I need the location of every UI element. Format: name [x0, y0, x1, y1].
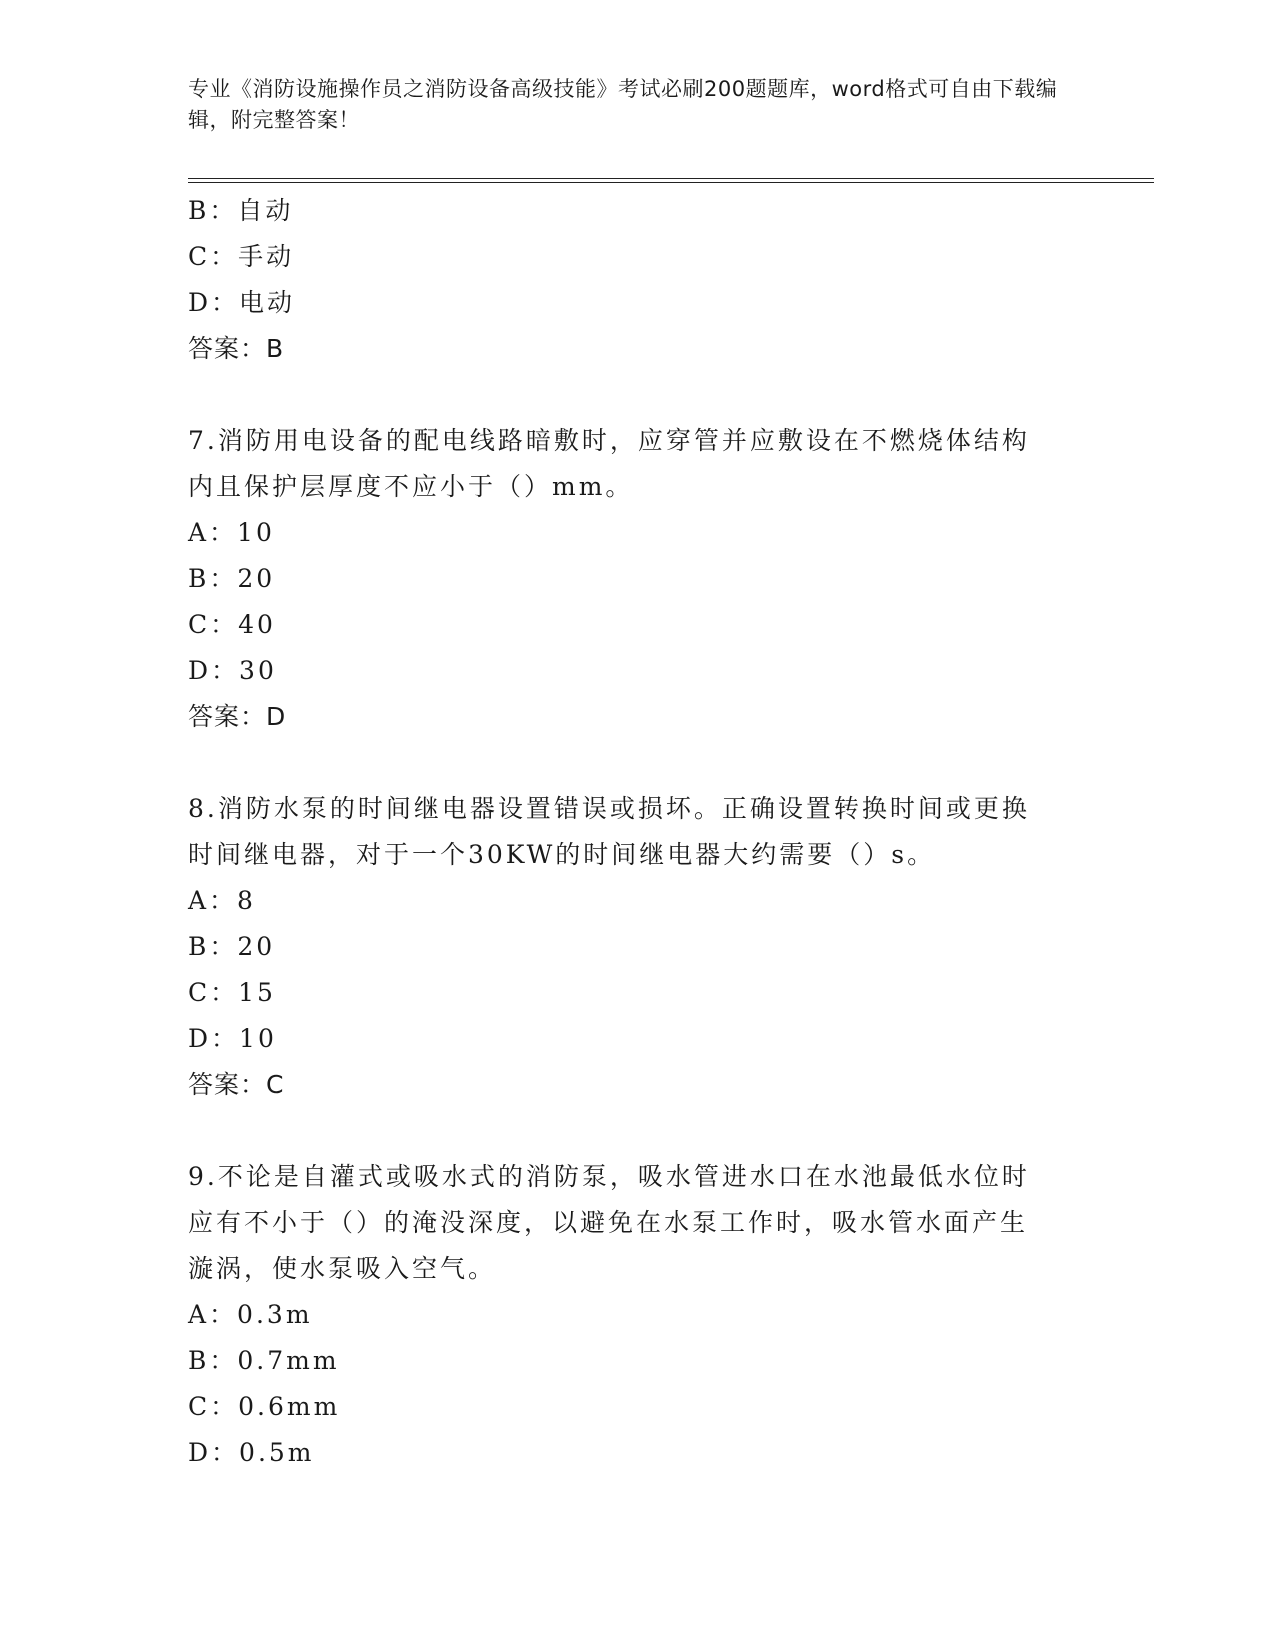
option-d: D：0.5m	[188, 1438, 315, 1467]
spacer	[188, 740, 1068, 786]
option-c: C：0.6mm	[188, 1392, 341, 1421]
answer-line: 答案：D	[188, 702, 287, 731]
answer-line: 答案：B	[188, 334, 285, 363]
option-d: D：电动	[188, 288, 296, 317]
question-7	[188, 418, 1068, 740]
question-text-line: 8.消防水泵的时间继电器设置错误或损坏。正确设置转换时间或更换	[188, 794, 1030, 823]
option-c: C：15	[188, 978, 276, 1007]
option-a: A：8	[188, 886, 256, 915]
question-text-line: 内且保护层厚度不应小于（）mm。	[188, 472, 634, 501]
question-text-line: 时间继电器，对于一个30KW的时间继电器大约需要（）s。	[188, 840, 936, 869]
answer-line: 答案：C	[188, 1070, 285, 1099]
question-text-line: 7.消防用电设备的配电线路暗敷时，应穿管并应敷设在不燃烧体结构	[188, 426, 1030, 455]
question-content	[188, 188, 1068, 1476]
question-text-line: 应有不小于（）的淹没深度，以避免在水泵工作时，吸水管水面产生	[188, 1208, 1029, 1237]
option-a: A：10	[188, 518, 275, 547]
question-8	[188, 786, 1068, 1108]
option-b: B：20	[188, 564, 276, 593]
option-b: B：0.7mm	[188, 1346, 340, 1375]
question-6-options	[188, 188, 1068, 372]
page-header-title: 专业《消防设施操作员之消防设备高级技能》考试必刷200题题库，word格式可自由下载编辑，附完整答案！	[188, 77, 1058, 132]
option-b: B：自动	[188, 196, 294, 225]
option-d: D：30	[188, 656, 277, 685]
option-c: C：40	[188, 610, 276, 639]
option-a: A：0.3m	[188, 1300, 313, 1329]
header-divider	[188, 178, 1154, 183]
spacer	[188, 372, 1068, 418]
option-c: C：手动	[188, 242, 295, 271]
option-d: D：10	[188, 1024, 277, 1053]
option-b: B：20	[188, 932, 276, 961]
question-text-line: 9.不论是自灌式或吸水式的消防泵，吸水管进水口在水池最低水位时	[188, 1162, 1030, 1191]
spacer	[188, 1108, 1068, 1154]
question-text-line: 漩涡，使水泵吸入空气。	[188, 1254, 497, 1283]
question-9	[188, 1154, 1068, 1476]
